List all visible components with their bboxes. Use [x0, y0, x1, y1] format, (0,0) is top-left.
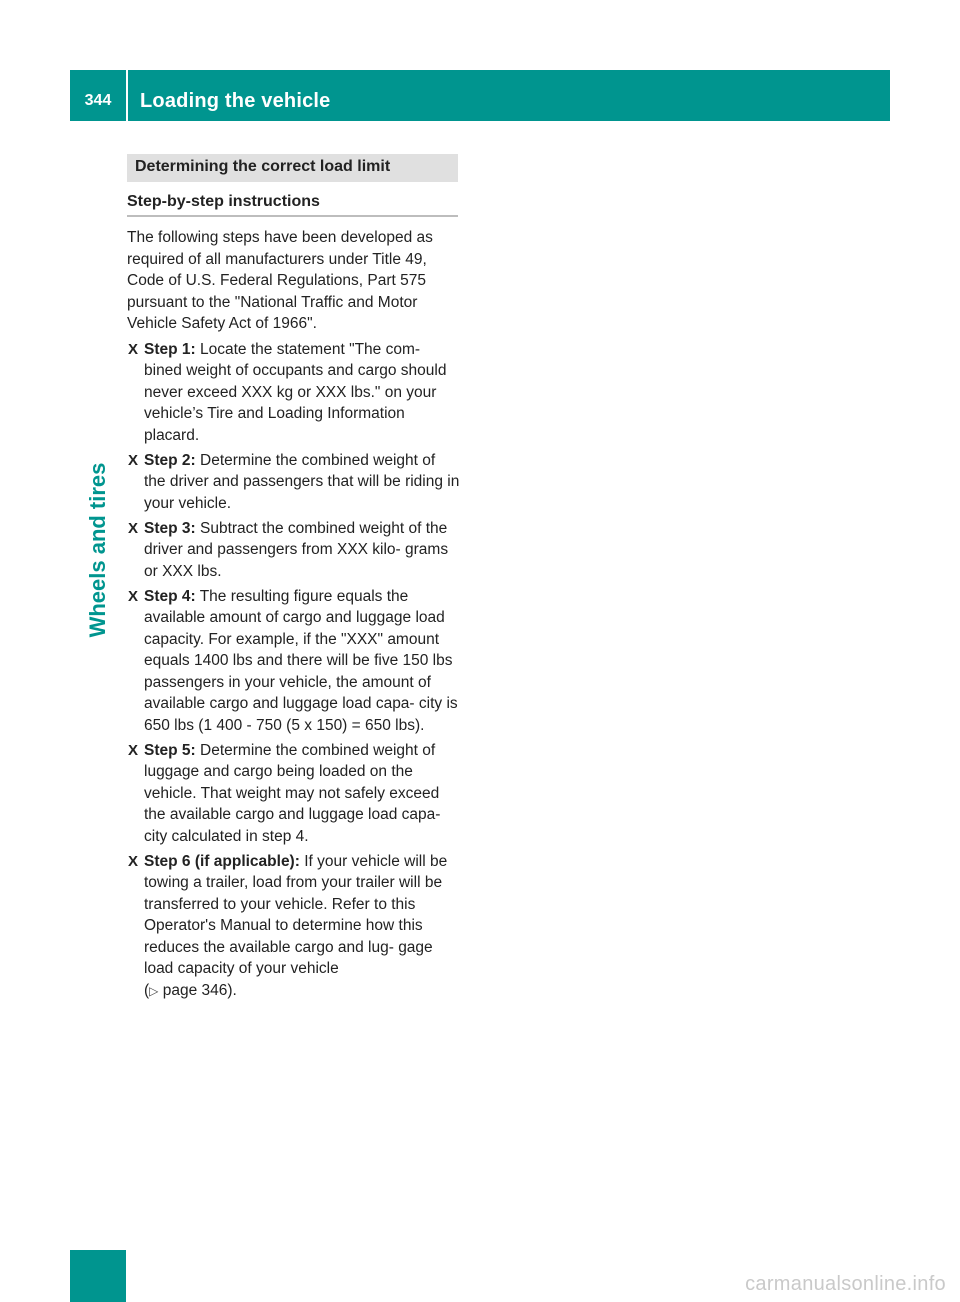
- step-text: Subtract the combined weight of the driver and passengers from XXX kilo- grams or XXX lbs.: [144, 519, 449, 580]
- page-title: Loading the vehicle: [140, 90, 331, 112]
- page-number: 344: [84, 92, 112, 109]
- side-tab-block: [70, 1250, 126, 1302]
- step-arrow-icon: X: [128, 587, 139, 605]
- step-text: The resulting figure equals the available amount of cargo and luggage load capacity. For example, if the "XXX" amount equals 1400 lbs and there will be five 150 lbs passengers in your vehicle, the amount of available cargo and luggage load capa- city is 650 lbs (1 400 - 750 (5 x 150) = 650 lbs).: [144, 587, 458, 734]
- footer-brand: carmanualsonline.info: [745, 1273, 946, 1295]
- step-label: Step 6 (if applicable):: [144, 852, 300, 870]
- step-label: Step 5:: [144, 741, 196, 759]
- step-label: Step 2:: [144, 451, 196, 469]
- step-text: Locate the statement "The com- bined weight of occupants and cargo should never exceed XXX kg or XXX lbs." on your vehicle’s Tire and Loading Information placard.: [144, 340, 447, 444]
- step-item-3: [127, 518, 460, 583]
- step-label: Step 3:: [144, 519, 196, 537]
- intro-paragraph: The following steps have been developed as required of all manufacturers under Title 49, Code of U.S. Federal Regulations, Part 575 pursuant to the "National Traffic and Motor Vehicle Safety Act of 1966".: [127, 229, 433, 332]
- step-text: Determine the combined weight of luggage and cargo being loaded on the vehicle. That weight may not safely exceed the available cargo and luggage load capa- city calculated in step 4.: [144, 741, 441, 845]
- step-label: Step 4:: [144, 587, 196, 605]
- page-reference-arrow-icon: ▷: [149, 983, 159, 998]
- step-text: If your vehicle will be towing a trailer, load from your trailer will be transferred to your vehicle. Refer to this Operator's Manual to determine how this reduces the available cargo and lug- gage load capacity of your vehicle: [144, 852, 448, 977]
- step-arrow-icon: X: [128, 519, 139, 537]
- step-arrow-icon: X: [128, 852, 139, 870]
- header-divider: [126, 70, 128, 121]
- step-item-1: [127, 339, 460, 447]
- step-item-2: [127, 450, 460, 515]
- side-tab-label: [74, 462, 122, 760]
- step-label: Step 1:: [144, 340, 196, 358]
- step-item-5: [127, 740, 460, 848]
- side-tab-text: Wheels and tires: [85, 462, 110, 638]
- subheading-rule: [127, 215, 458, 217]
- body-column: [127, 227, 460, 1006]
- page-reference-link[interactable]: page 346).: [162, 981, 237, 999]
- section-heading: Determining the correct load limit: [127, 154, 458, 182]
- step-arrow-icon: X: [128, 741, 139, 759]
- step-item-6: [127, 851, 460, 1003]
- step-text: Determine the combined weight of the driver and passengers that will be riding in your vehicle.: [144, 451, 460, 512]
- section-subheading: Step-by-step instructions: [127, 193, 320, 210]
- page-reference-open: (: [144, 981, 150, 999]
- step-arrow-icon: X: [128, 340, 139, 358]
- step-arrow-icon: X: [128, 451, 139, 469]
- step-item-4: [127, 586, 460, 737]
